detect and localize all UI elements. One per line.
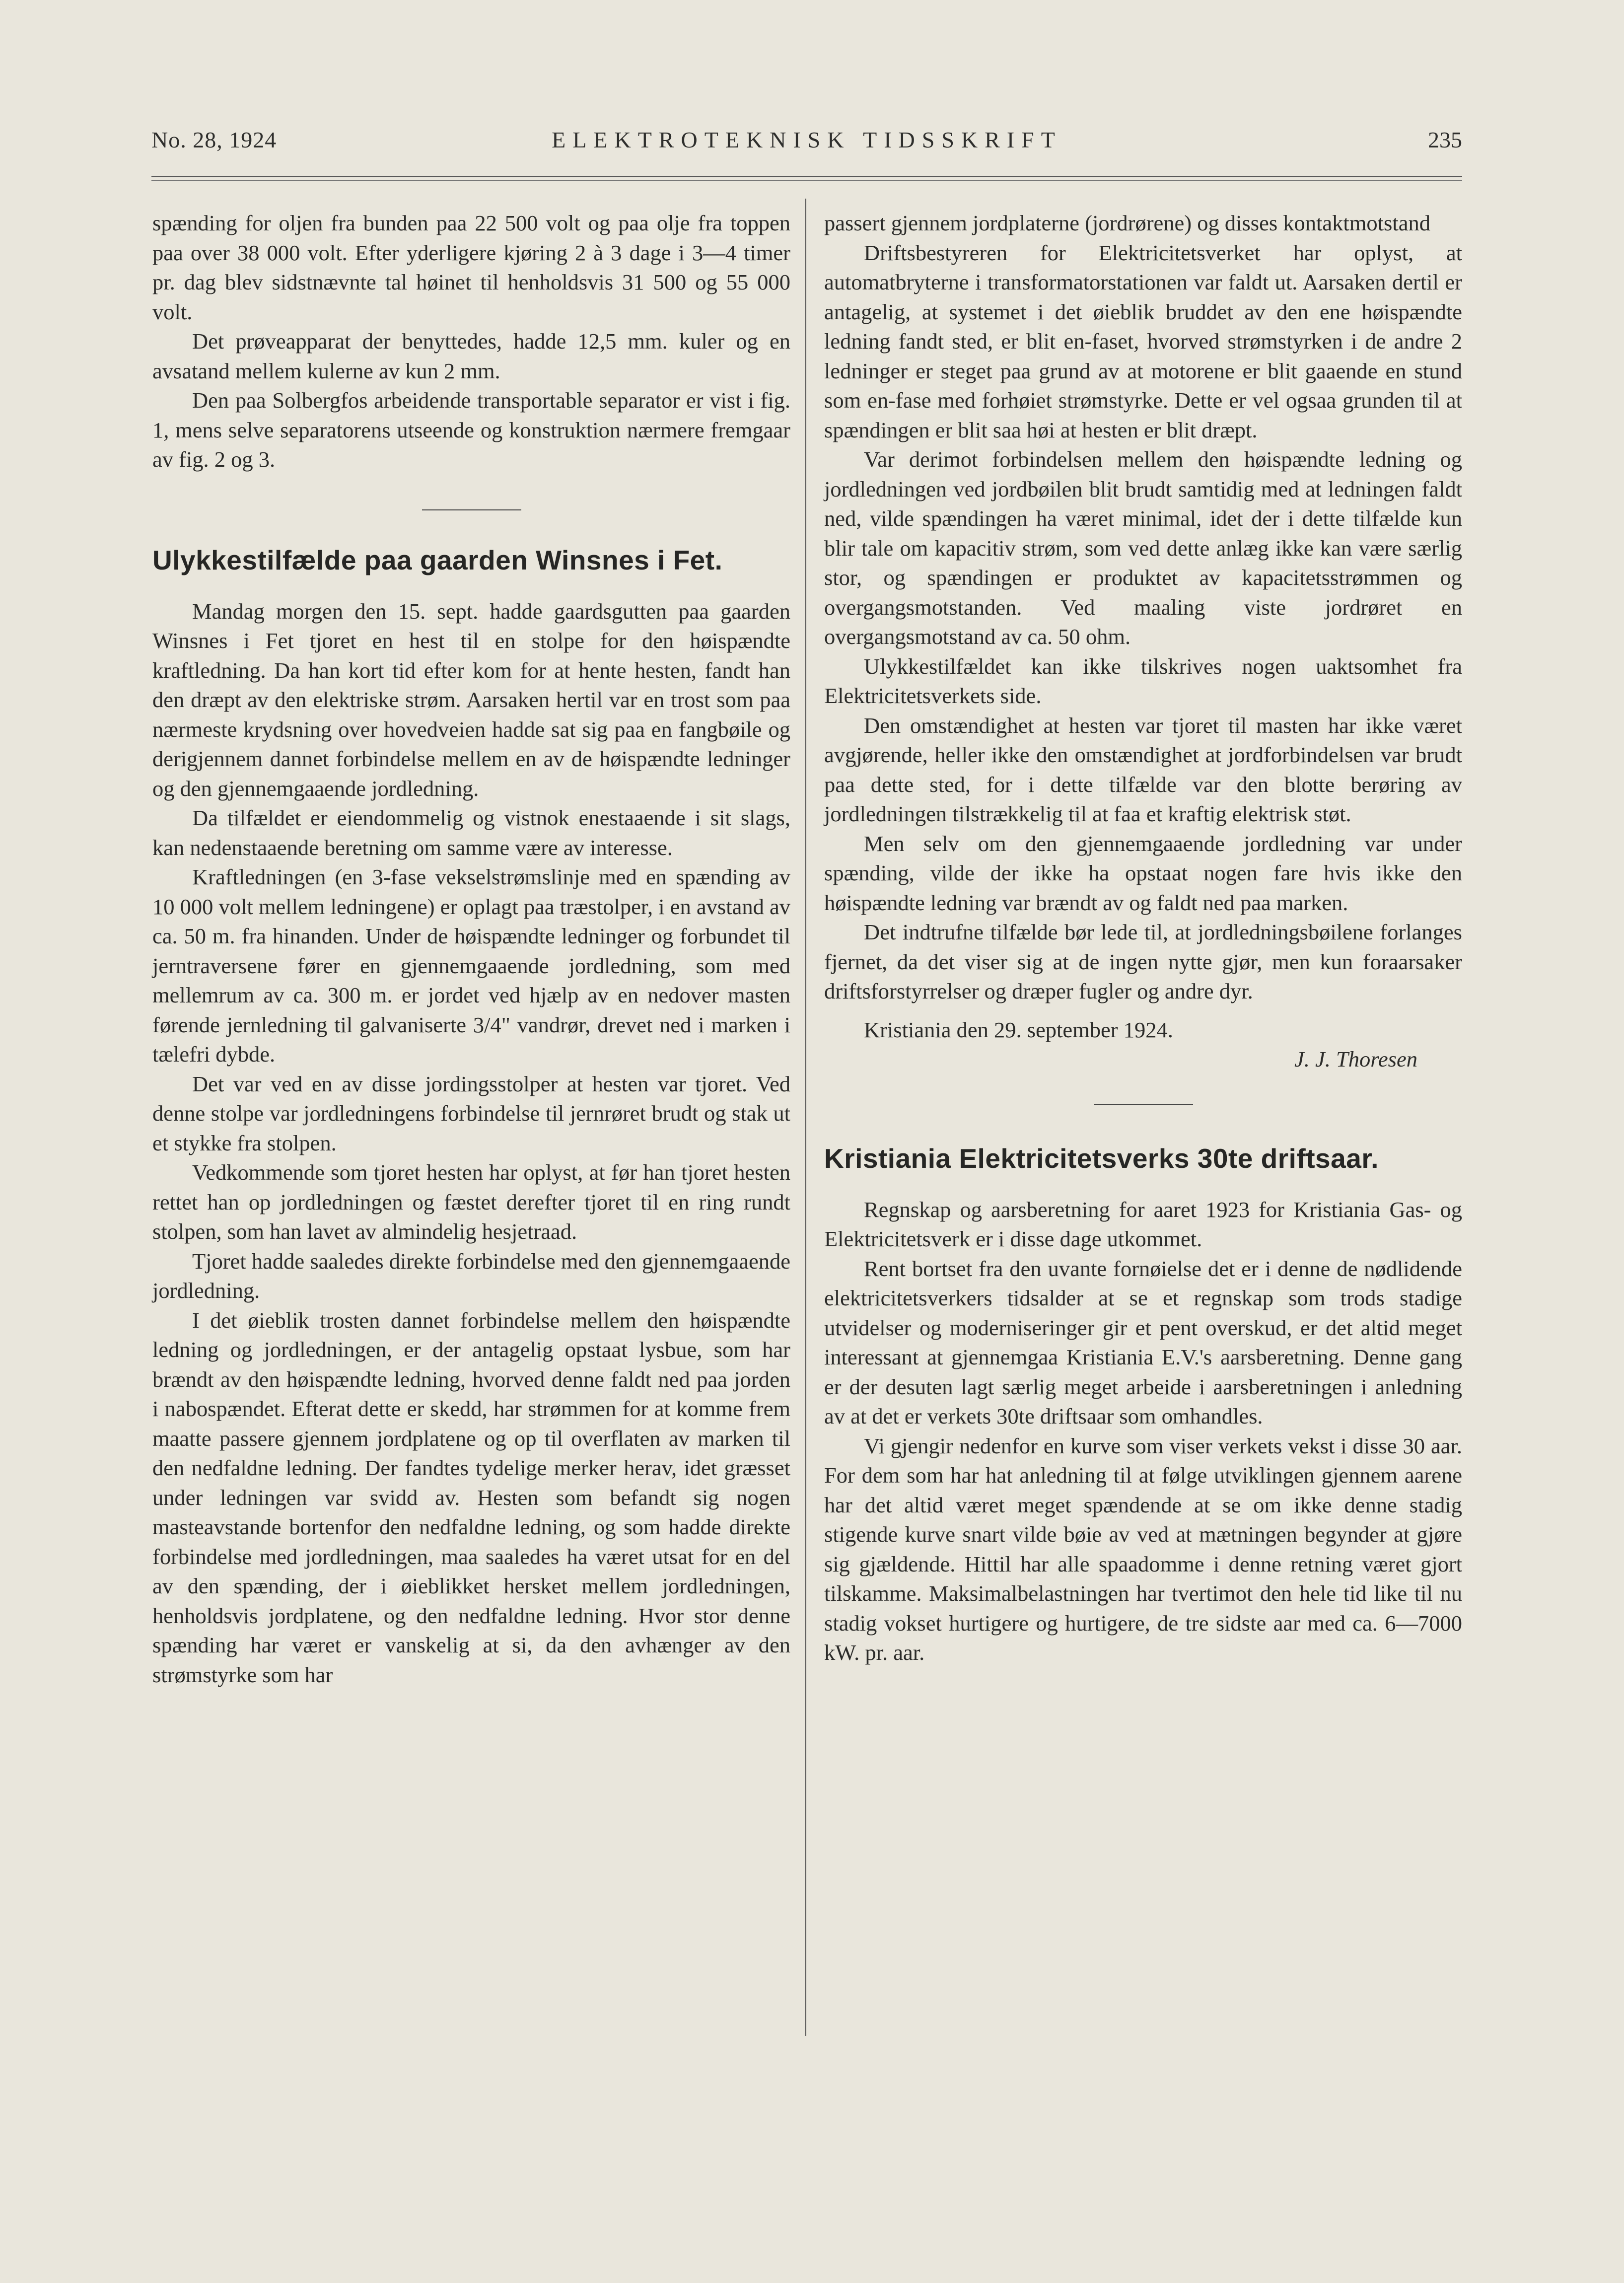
journal-title: ELEKTROTEKNISK TIDSSKRIFT bbox=[552, 127, 1062, 152]
left-paragraph-2: Det prøveapparat der benyttedes, hadde 12,5 mm. kuler og en avsatand mellem kulerne av kun 2 mm. bbox=[152, 329, 790, 383]
left-paragraph-1: spænding for oljen fra bunden paa 22 500 volt og paa olje fra toppen paa over 38 000 volt. Efter yderligere kjøring 2 à 3 dage i 3—4 timer pr. dag blev sidstnævnte tal høinet til henholdsvis 31 500 og 55 000 volt. bbox=[152, 211, 790, 324]
left-paragraph-3: Den paa Solbergfos arbeidende transportable separator er vist i fig. 1, mens selve separatorens utseende og konstruktion nærmere fremgaar av fig. 2 og 3. bbox=[152, 388, 790, 472]
right-paragraph-9: Rent bortset fra den uvante fornøielse det er i denne de nødlidende elektricitetsverkers tidsalder at se et regnskap som trods stadige utvidelser og moderniseringer gir et pent overskud, er det altid meget interessant at gjennemgaa Kristiania E.V.'s aarsberetning. Denne gang er der desuten lagt særlig meget arbeide i aarsberetningen i anledning av at det er verkets 30te driftsaar som omhandles. bbox=[824, 1256, 1462, 1428]
dateline: Kristiania den 29. september 1924. bbox=[864, 1017, 1173, 1042]
left-paragraph-10: I det øieblik trosten dannet forbindelse mellem den høispændte ledning og jordledningen, er der antagelig opstaat lysbue, som har brændt av den høispændte ledning, hvorved denne faldt ned paa jorden i nabospændet. Efterat dette er skedd, har strømmen for at komme frem maatte passere gjennem jordplatene og op til overflaten av marken til den nedfaldne ledning. Der fandtes tydelige merker herav, idet græsset under ledningen var svidd av. Hesten som befandt sig nogen masteavstande bortenfor den nedfaldne ledning, og som hadde direkte forbindelse med jordledningen, maa saaledes ha været utsat for en del av den spænding, der i øieblikket hersket mellem jordledningen, henholdsvis jordplatene, og den nedfaldne ledning. Hvor stor denne spænding har været er vanskelig at si, da den avhænger av den strømstyrke som har bbox=[152, 1307, 790, 1687]
left-paragraph-9: Tjoret hadde saaledes direkte forbindelse med den gjennemgaaende jordledning. bbox=[152, 1248, 790, 1303]
header-rule bbox=[151, 176, 1462, 177]
article-heading-kristiania: Kristiania Elektricitetsverks 30te driftsaar. bbox=[824, 1142, 1379, 1174]
author-signature: J. J. Thoresen bbox=[1294, 1047, 1417, 1071]
header-rule-secondary bbox=[151, 180, 1462, 181]
right-paragraph-5: Den omstændighet at hesten var tjoret til masten har ikke været avgjørende, heller ikke den omstændighet at jordforbindelsen var brudt paa dette sted, for i dette tilfælde var den blotte berøring av jordledningen tilstrækkelig til at faa et kraftig elektrisk støt. bbox=[824, 713, 1462, 826]
right-paragraph-4: Ulykkestilfældet kan ikke tilskrives nogen uaktsomhet fra Elektricitetsverkets side. bbox=[824, 653, 1462, 708]
right-paragraph-10: Vi gjengir nedenfor en kurve som viser verkets vekst i disse 30 aar. For dem som har hat anledning til at følge utviklingen gjennem aarene har det altid været meget spændende at se om ikke denne stadig stigende kurve snart vilde bøie av ved at mætningen begynder at gjøre sig gjældende. Hittil har alle spaadomme i denne retning været gjort tilskamme. Maksimalbelastningen har tvertimot den hele tid like til nu stadig vokset hurtigere og hurtigere, de tre sidste aar med ca. 6—7000 kW. pr. aar. bbox=[824, 1433, 1462, 1665]
column-divider bbox=[805, 199, 806, 2036]
right-paragraph-7: Det indtrufne tilfælde bør lede til, at jordledningsbøilene forlanges fjernet, da det viser sig at de ingen nytte gjør, men kun foraarsaker driftsforstyrrelser og dræper fugler og andre dyr. bbox=[824, 920, 1462, 1003]
issue-label: No. 28, 1924 bbox=[151, 127, 277, 152]
page-header bbox=[151, 127, 1462, 161]
left-column bbox=[152, 209, 790, 1690]
left-paragraph-6: Kraftledningen (en 3-fase vekselstrømslinje med en spænding av 10 000 volt mellem ledningene) er oplagt paa træstolper, i en avstand av ca. 50 m. fra hinanden. Under de høispændte ledninger og forbundet til jerntraversene fører en gjennemgaaende jordledning, som med mellemrum av ca. 300 m. er jordet ved hjælp av en nedover masten førende jernledning til galvaniserte 3/4" vandrør, drevet ned i marken i tælefri dybde. bbox=[152, 864, 790, 1067]
right-column bbox=[824, 209, 1462, 1668]
left-paragraph-5: Da tilfældet er eiendommelig og vistnok enestaaende i sit slags, kan nedenstaaende beretning om samme være av interesse. bbox=[152, 805, 790, 860]
left-paragraph-8: Vedkommende som tjoret hesten har oplyst, at før han tjoret hesten rettet han op jordledningen og fæstet derefter tjoret til en ring rundt stolpen, som han lavet av almindelig hesjetraad. bbox=[152, 1160, 790, 1244]
article-heading-accident: Ulykkestilfælde paa gaarden Winsnes i Fet. bbox=[152, 544, 723, 575]
right-paragraph-8: Regnskap og aarsberetning for aaret 1923 for Kristiania Gas- og Elektricitetsverk er i disse dage utkommet. bbox=[824, 1197, 1462, 1251]
right-paragraph-6: Men selv om den gjennemgaaende jordledning var under spænding, vilde der ikke ha opstaat nogen fare hvis ikke den høispændte ledning var brændt av og faldt ned paa marken. bbox=[824, 831, 1462, 915]
right-paragraph-2: Driftsbestyreren for Elektricitetsverket har oplyst, at automatbryterne i transformatorstationen var faldt ut. Aarsaken dertil er antagelig, at systemet i det øieblik bruddet av den ene høispændte ledning fandt sted, er blit en-faset, hvorved strømstyrken i de andre 2 ledninger er steget paa grund av at motorene er blit gaaende en stund som en-fase med forhøiet strømstyrke. Dette er vel ogsaa grunden til at spændingen er blit saa høi at hesten er blit dræpt. bbox=[824, 240, 1462, 442]
right-paragraph-3: Var derimot forbindelsen mellem den høispændte ledning og jordledningen ved jordbøilen blit brudt samtidig med at ledningen faldt ned, vilde spændingen ha været minimal, idet der i dette tilfælde kun blir tale om kapacitiv strøm, som ved dette anlæg ikke kan være særlig stor, og spændingen er produktet av kapacitetsstrømmen og overgangsmotstanden. Ved maaling viste jordrøret en overgangsmotstand av ca. 50 ohm. bbox=[824, 447, 1462, 649]
left-paragraph-7: Det var ved en av disse jordingsstolper at hesten var tjoret. Ved denne stolpe var jordledningens forbindelse til jernrøret brudt og stak ut et stykke fra stolpen. bbox=[152, 1071, 790, 1155]
right-paragraph-1: passert gjennem jordplaterne (jordrørene) og disses kontaktmotstand bbox=[824, 211, 1430, 235]
page-number: 235 bbox=[1428, 127, 1462, 152]
left-paragraph-4: Mandag morgen den 15. sept. hadde gaardsgutten paa gaarden Winsnes i Fet tjoret en hest til en stolpe for den høispændte kraftledning. Da han kort tid efter kom for at hente hesten, fandt han den dræpt av den elektriske strøm. Aarsaken hertil var en trost som paa nærmeste krydsning over hovedveien hadde sat sig paa en fangbøile og derigjennem dannet forbindelse mellem en av de høispændte ledninger og den gjennemgaaende jordledning. bbox=[152, 598, 790, 801]
